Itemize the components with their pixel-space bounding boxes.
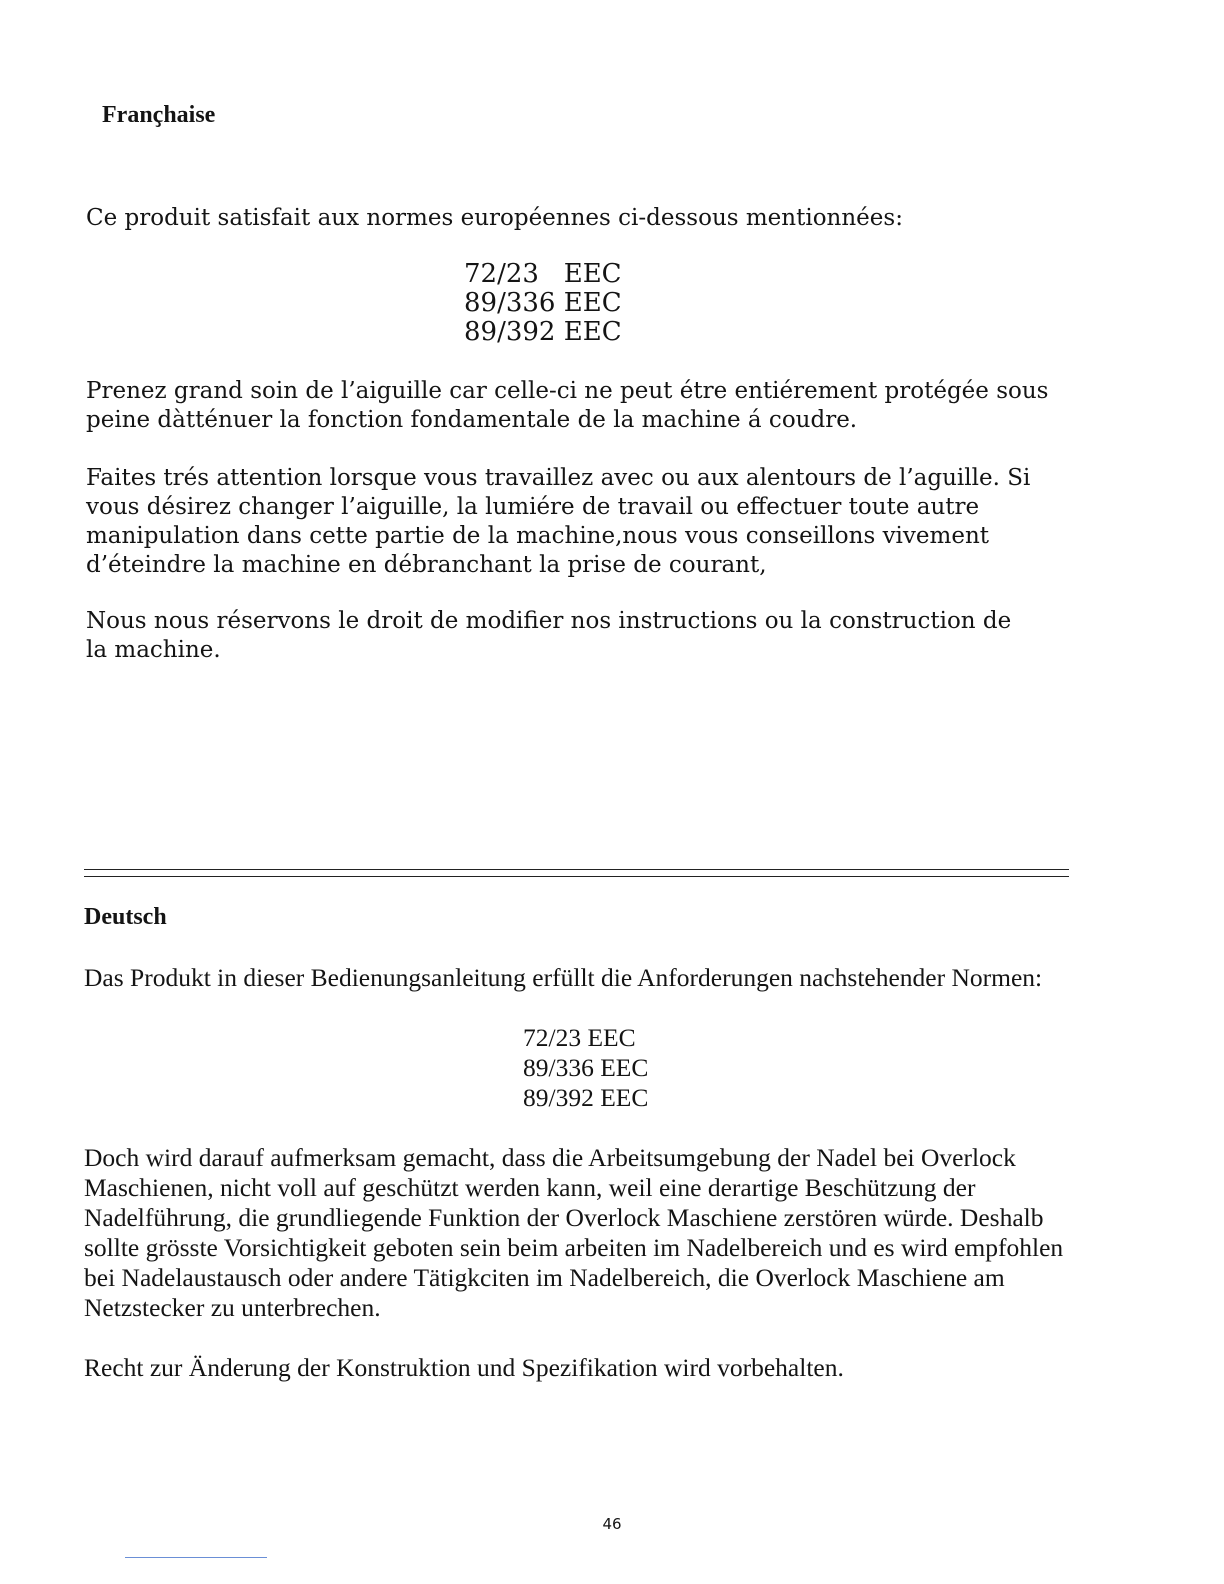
norm-item: 89/336 EEC <box>464 288 622 318</box>
french-intro: Ce produit satisfait aux normes européennes ci-dessous mentionnées: <box>86 205 903 231</box>
german-heading: Deutsch <box>84 904 167 930</box>
german-paragraph-needle: Doch wird darauf aufmerksam gemacht, dass die Arbeitsumgebung der Nadel bei Overlock Maschienen, nicht voll auf geschützt werden kann, weil eine derartige Beschützung der Nadelführung, die grundliegende Funktion der Overlock Maschiene zerstören würde. Deshalb sollte grösste Vorsichtigkeit geboten sein beim arbeiten im Nadelbereich und es wird empfohlen bei Nadelaustausch oder andere Tätigkciten im Nadelbereich, die Overlock Maschiene am Netzstecker zu unterbrechen. <box>84 1143 1064 1322</box>
section-divider-top <box>84 869 1069 870</box>
german-norms-list <box>523 1023 648 1113</box>
norm-item: 72/23 EEC <box>464 259 622 289</box>
norm-item: 89/392 EEC <box>523 1083 649 1112</box>
norm-item: 72/23 EEC <box>523 1023 636 1052</box>
page-number: 46 <box>602 1515 622 1533</box>
german-intro: Das Produkt in dieser Bedienungsanleitung erfüllt die Anforderungen nachstehender Normen: <box>84 963 1043 992</box>
german-paragraph-reserve: Recht zur Änderung der Konstruktion und Spezifikation wird vorbehalten. <box>84 1353 844 1382</box>
french-paragraph-needle: Prenez grand soin de l’aiguille car celle-ci ne peut étre entiérement protégée sous peine dàtténuer la fonction fondamentale de la machine á coudre. <box>86 378 1049 433</box>
section-divider-bottom <box>84 876 1069 877</box>
norm-item: 89/336 EEC <box>523 1053 649 1082</box>
norm-item: 89/392 EEC <box>464 317 622 347</box>
french-paragraph-safety: Faites trés attention lorsque vous travaillez avec ou aux alentours de l’aguille. Si vous désirez changer l’aiguille, la lumiére de travail ou effectuer toute autre manipulation dans cette partie de la machine,nous vous conseillons vivement d’éteindre la machine en débranchant la prise de courant, <box>86 465 1031 578</box>
french-heading: Franҫhaise <box>102 102 216 128</box>
footer-line <box>125 1557 267 1558</box>
french-norms-list <box>464 260 622 347</box>
french-paragraph-reserve: Nous nous réservons le droit de modifier nos instructions ou la construction de la machine. <box>86 608 1012 663</box>
